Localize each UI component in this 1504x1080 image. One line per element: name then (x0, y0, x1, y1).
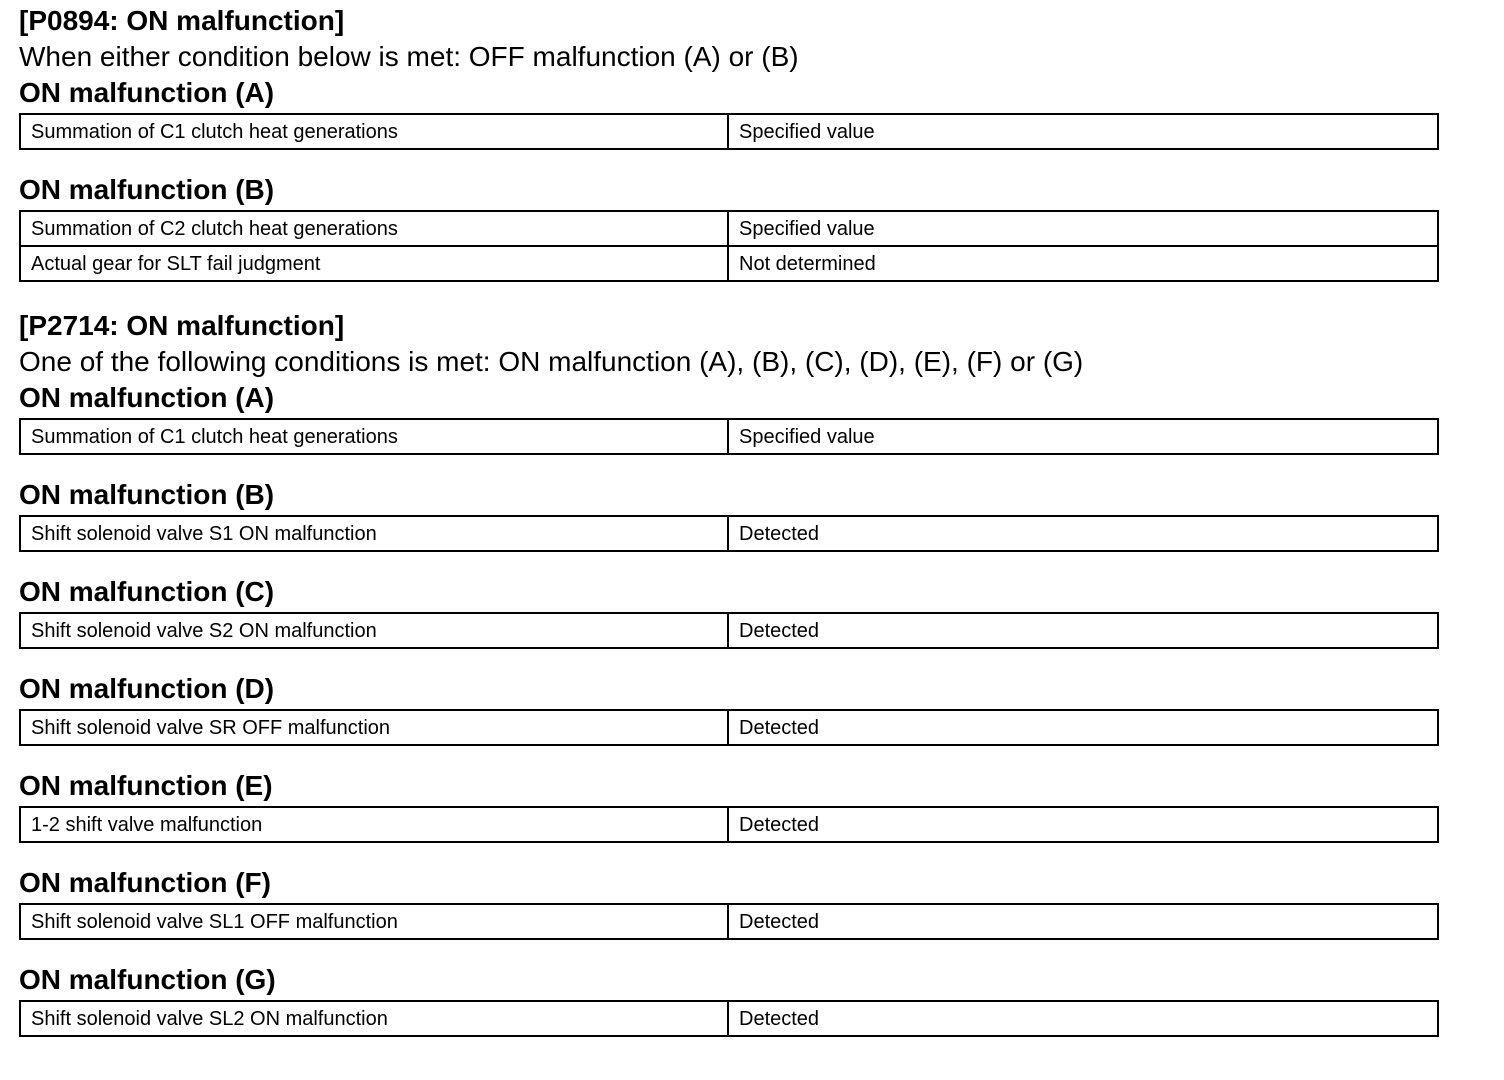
condition-value: Detected (728, 516, 1438, 551)
table-row (20, 904, 1438, 939)
condition-value: Detected (728, 613, 1438, 648)
condition-value: Specified value (728, 114, 1438, 149)
section-description-p0894: When either condition below is met: OFF malfunction (A) or (B) (19, 41, 799, 72)
condition-item: Actual gear for SLT fail judgment (20, 246, 728, 281)
condition-item: Shift solenoid valve SL2 ON malfunction (20, 1001, 728, 1036)
condition-value: Not determined (728, 246, 1438, 281)
table-row (20, 613, 1438, 648)
condition-value: Specified value (728, 419, 1438, 454)
table-row (20, 1001, 1438, 1036)
condition-item: Summation of C1 clutch heat generations (20, 419, 728, 454)
section-description-p2714: One of the following conditions is met: ON malfunction (A), (B), (C), (D), (E), (F) or (G) (19, 346, 1084, 377)
condition-table-p2714-d (19, 709, 1439, 746)
condition-value: Detected (728, 904, 1438, 939)
condition-table-p2714-g (19, 1000, 1439, 1037)
block-heading-p2714-a: ON malfunction (A) (19, 382, 275, 413)
condition-value: Detected (728, 1001, 1438, 1036)
table-row (20, 807, 1438, 842)
condition-table-p2714-f (19, 903, 1439, 940)
block-heading-p2714-g: ON malfunction (G) (19, 964, 276, 995)
condition-item: Shift solenoid valve S2 ON malfunction (20, 613, 728, 648)
table-row (20, 419, 1438, 454)
condition-item: Shift solenoid valve S1 ON malfunction (20, 516, 728, 551)
table-row (20, 516, 1438, 551)
condition-table-p2714-e (19, 806, 1439, 843)
condition-item: Shift solenoid valve SL1 OFF malfunction (20, 904, 728, 939)
block-heading-p2714-e: ON malfunction (E) (19, 770, 273, 801)
block-heading-p2714-b: ON malfunction (B) (19, 479, 275, 510)
condition-table-p0894-b (19, 210, 1439, 282)
block-heading-p2714-d: ON malfunction (D) (19, 673, 275, 704)
condition-value: Specified value (728, 211, 1438, 246)
table-row (20, 246, 1438, 281)
condition-value: Detected (728, 710, 1438, 745)
condition-table-p2714-b (19, 515, 1439, 552)
block-heading-p2714-c: ON malfunction (C) (19, 576, 275, 607)
block-heading-p0894-a: ON malfunction (A) (19, 77, 275, 108)
condition-item: Summation of C2 clutch heat generations (20, 211, 728, 246)
table-row (20, 114, 1438, 149)
condition-value: Detected (728, 807, 1438, 842)
condition-table-p2714-c (19, 612, 1439, 649)
section-title-p0894: [P0894: ON malfunction] (19, 5, 345, 36)
condition-item: 1-2 shift valve malfunction (20, 807, 728, 842)
condition-table-p0894-a (19, 113, 1439, 150)
block-heading-p0894-b: ON malfunction (B) (19, 174, 275, 205)
table-row (20, 710, 1438, 745)
block-heading-p2714-f: ON malfunction (F) (19, 867, 271, 898)
condition-table-p2714-a (19, 418, 1439, 455)
condition-item: Summation of C1 clutch heat generations (20, 114, 728, 149)
condition-item: Shift solenoid valve SR OFF malfunction (20, 710, 728, 745)
table-row (20, 211, 1438, 246)
section-title-p2714: [P2714: ON malfunction] (19, 310, 345, 341)
